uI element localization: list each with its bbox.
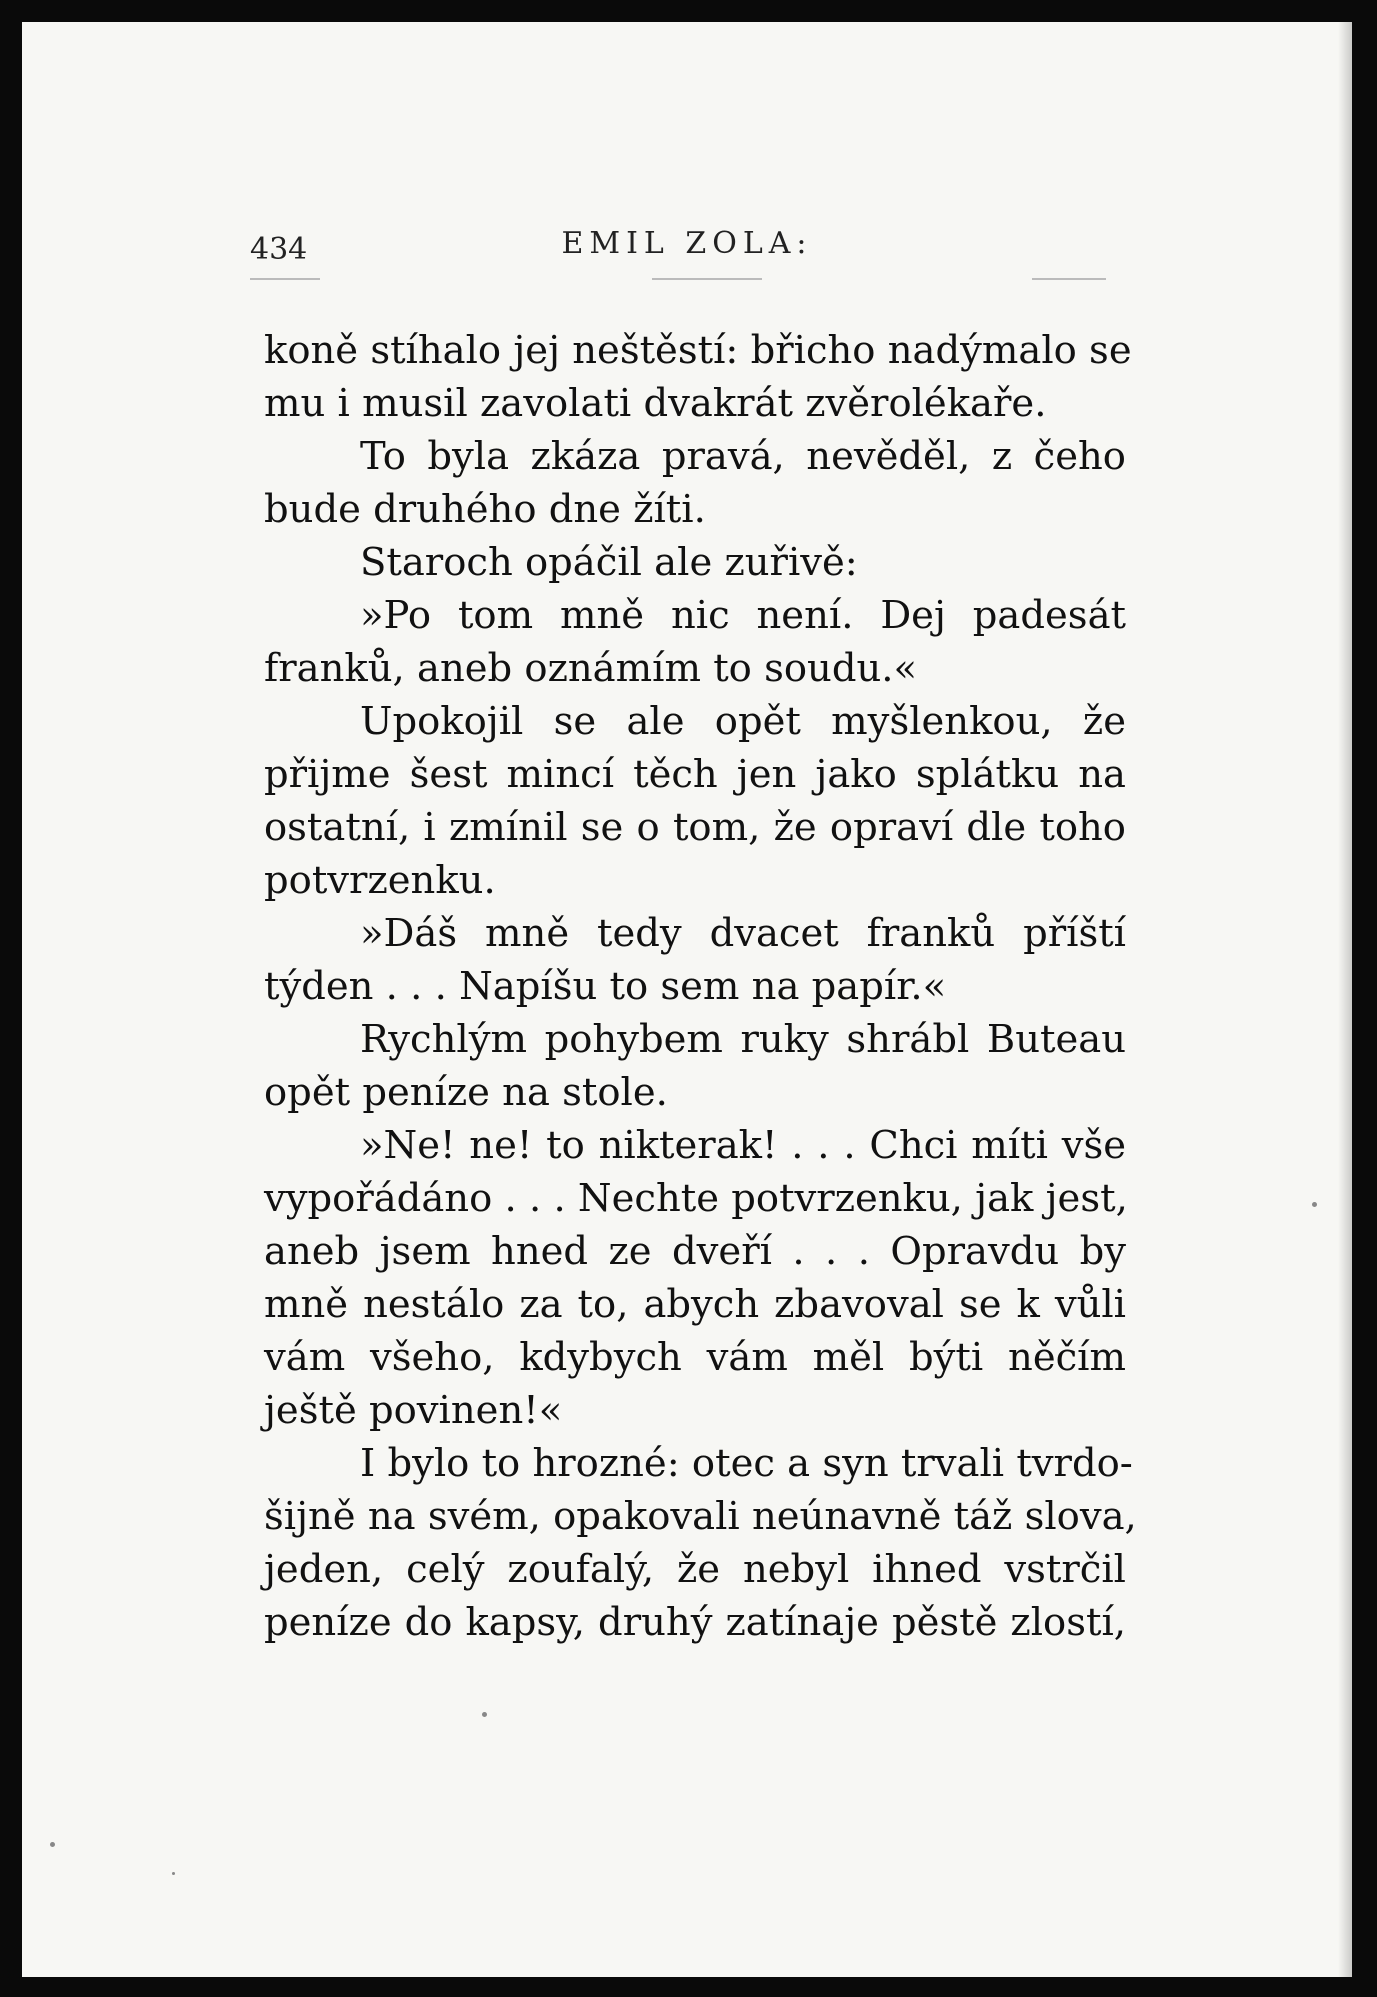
paper-speck xyxy=(50,1842,55,1847)
paper-speck xyxy=(172,1872,175,1875)
text-line: týden . . . Napíšu to sem na papír.« xyxy=(264,964,947,1009)
text-line: koně stíhalo jej neštěstí: břicho nadýmalo se xyxy=(264,328,1132,373)
text-line: franků, aneb oznámím to soudu.« xyxy=(264,646,918,691)
text-line: vám všeho, kdybych vám měl býti něčím xyxy=(264,1335,1126,1380)
body-text xyxy=(264,324,1137,1649)
paper-speck xyxy=(482,1712,487,1717)
text-line: opět peníze na stole. xyxy=(264,1070,668,1115)
paper-speck xyxy=(1312,1202,1317,1207)
text-line: vypořádáno . . . Nechte potvrzenku, jak jest, xyxy=(264,1176,1128,1221)
text-line: Upokojil se ale opět myšlenkou, že xyxy=(360,699,1126,744)
header-rule-right xyxy=(1032,278,1106,280)
text-line: aneb jsem hned ze dveří . . . Opravdu by xyxy=(264,1229,1126,1274)
text-line: »Po tom mně nic není. Dej padesát xyxy=(360,593,1126,638)
text-line: »Ne! ne! to nikterak! . . . Chci míti vše xyxy=(360,1123,1126,1168)
book-page xyxy=(22,22,1352,1977)
text-line: bude druhého dne žíti. xyxy=(264,487,706,532)
text-line: To byla zkáza pravá, nevěděl, z čeho xyxy=(360,434,1126,479)
page-header xyxy=(22,220,1352,280)
page-number: 434 xyxy=(250,232,308,267)
text-line: potvrzenku. xyxy=(264,858,496,903)
text-line: Rychlým pohybem ruky shrábl Buteau xyxy=(360,1017,1126,1062)
header-rule-left xyxy=(250,278,320,280)
text-line: jeden, celý zoufalý, že nebyl ihned vstrčil xyxy=(264,1547,1126,1592)
page-edge-shadow xyxy=(1338,22,1352,1977)
text-line: peníze do kapsy, druhý zatínaje pěstě zlostí, xyxy=(264,1600,1126,1645)
text-line: ostatní, i zmínil se o tom, že opraví dle toho xyxy=(264,805,1126,850)
text-line: »Dáš mně tedy dvacet franků příští xyxy=(360,911,1126,956)
header-rule-center xyxy=(652,278,762,280)
text-line: ještě povinen!« xyxy=(264,1388,563,1433)
text-line: mně nestálo za to, abych zbavoval se k vůli xyxy=(264,1282,1126,1327)
text-line: Staroch opáčil ale zuřivě: xyxy=(360,540,858,585)
text-line: I bylo to hrozné: otec a syn trvali tvrdo- xyxy=(360,1441,1133,1486)
text-line: šijně na svém, opakovali neúnavně táž slova, xyxy=(264,1494,1137,1539)
running-head: EMIL ZOLA: xyxy=(561,226,813,261)
text-line: mu i musil zavolati dvakrát zvěrolékaře. xyxy=(264,381,1047,426)
text-line: přijme šest mincí těch jen jako splátku na xyxy=(264,752,1126,797)
